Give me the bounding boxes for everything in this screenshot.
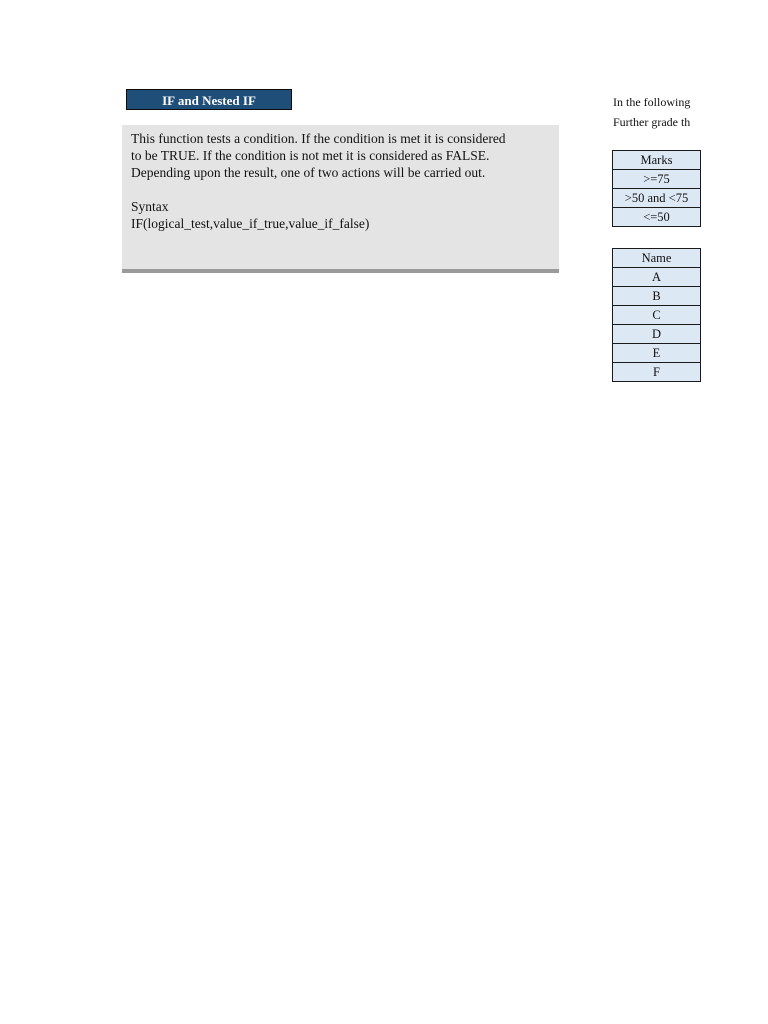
syntax-label: Syntax xyxy=(131,199,169,214)
table-cell: <=50 xyxy=(613,208,701,227)
table-cell: C xyxy=(613,306,701,325)
description-box xyxy=(122,125,559,273)
marks-table xyxy=(612,150,701,227)
table-cell: E xyxy=(613,344,701,363)
table-cell: >50 and <75 xyxy=(613,189,701,208)
syntax-text: IF(logical_test,value_if_true,value_if_false) xyxy=(131,216,370,231)
instruction-line: Further grade th xyxy=(613,115,691,129)
names-table xyxy=(612,248,701,382)
table-cell: F xyxy=(613,363,701,382)
description-line: to be TRUE. If the condition is not met it is considered as FALSE. xyxy=(131,148,490,163)
table-header-cell: Name xyxy=(613,249,701,268)
table-cell: B xyxy=(613,287,701,306)
table-header-cell: Marks xyxy=(613,151,701,170)
instruction-line: In the following xyxy=(613,95,691,109)
description-line: Depending upon the result, one of two actions will be carried out. xyxy=(131,165,486,180)
description-line: This function tests a condition. If the condition is met it is considered xyxy=(131,131,506,146)
table-cell: >=75 xyxy=(613,170,701,189)
table-cell: A xyxy=(613,268,701,287)
section-title: IF and Nested IF xyxy=(126,89,292,110)
table-cell: D xyxy=(613,325,701,344)
